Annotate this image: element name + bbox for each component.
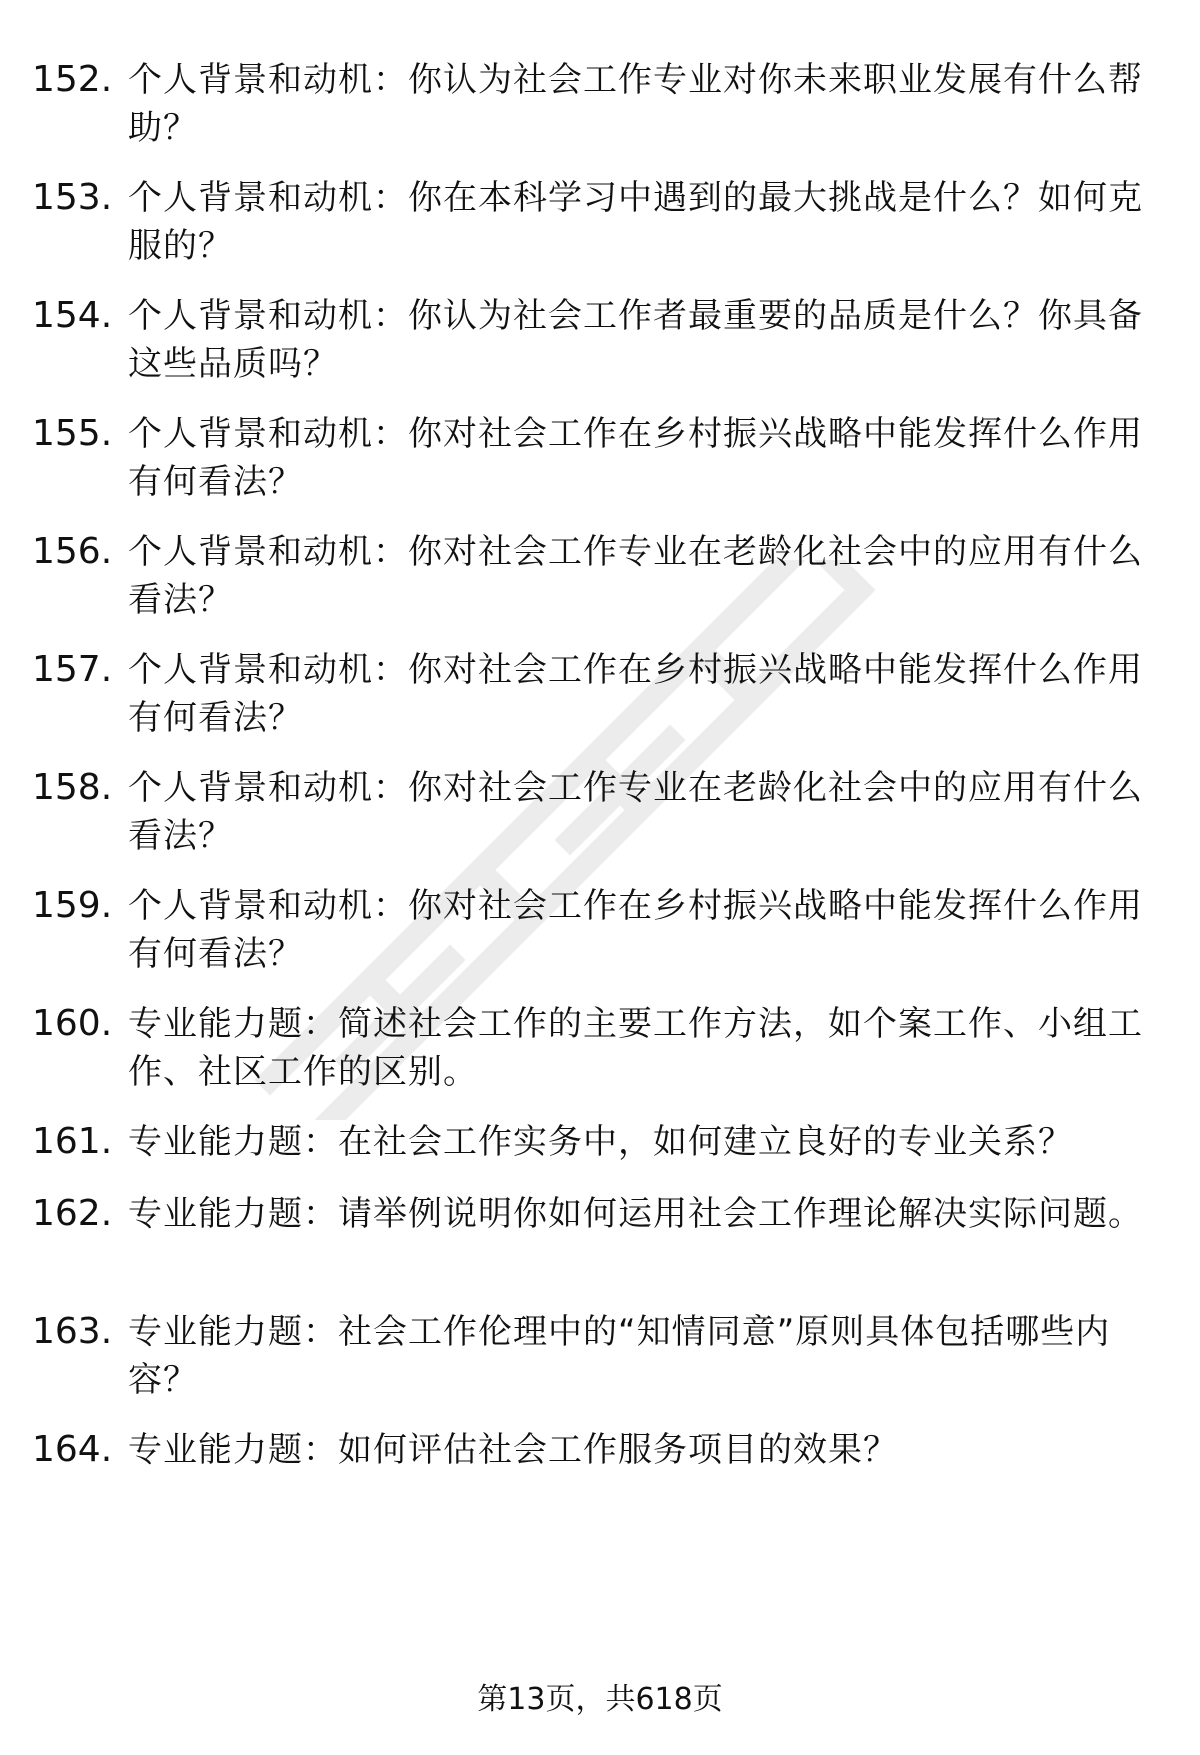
question-text: 个人背景和动机：你对社会工作在乡村振兴战略中能发挥什么作用有何看法？ <box>128 414 1143 502</box>
question-item <box>32 882 1182 978</box>
question-number: 158. <box>32 767 113 808</box>
question-number: 154. <box>32 295 113 336</box>
question-number: 161. <box>32 1121 113 1162</box>
question-number: 155. <box>32 413 113 454</box>
question-text: 个人背景和动机：你对社会工作在乡村振兴战略中能发挥什么作用有何看法？ <box>128 886 1143 974</box>
question-item <box>32 292 1182 388</box>
question-item <box>32 528 1182 624</box>
question-text: 个人背景和动机：你认为社会工作专业对你未来职业发展有什么帮助？ <box>128 60 1143 148</box>
question-number: 160. <box>32 1003 113 1044</box>
question-item <box>32 174 1182 270</box>
question-item <box>32 764 1182 860</box>
question-item <box>32 56 1182 152</box>
question-text: 专业能力题：简述社会工作的主要工作方法，如个案工作、小组工作、社区工作的区别。 <box>128 1004 1143 1092</box>
question-number: 153. <box>32 177 113 218</box>
question-text: 专业能力题：请举例说明你如何运用社会工作理论解决实际问题。 <box>128 1194 1143 1234</box>
question-number: 162. <box>32 1193 113 1234</box>
question-item <box>32 1190 1182 1238</box>
question-text: 个人背景和动机：你对社会工作在乡村振兴战略中能发挥什么作用有何看法？ <box>128 650 1143 738</box>
page-footer <box>0 1680 1200 1720</box>
question-number: 164. <box>32 1429 113 1470</box>
question-text: 个人背景和动机：你在本科学习中遇到的最大挑战是什么？如何克服的？ <box>128 178 1143 266</box>
question-item <box>32 1118 1182 1166</box>
question-text: 个人背景和动机：你认为社会工作者最重要的品质是什么？你具备这些品质吗？ <box>128 296 1143 384</box>
question-item <box>32 1308 1182 1404</box>
question-text: 个人背景和动机：你对社会工作专业在老龄化社会中的应用有什么看法？ <box>128 532 1143 620</box>
question-text: 专业能力题：如何评估社会工作服务项目的效果？ <box>128 1430 898 1470</box>
question-number: 159. <box>32 885 113 926</box>
page-number-label: 第13页，共618页 <box>477 1682 723 1717</box>
question-item <box>32 1426 1182 1474</box>
question-text: 专业能力题：社会工作伦理中的“知情同意”原则具体包括哪些内容？ <box>128 1312 1111 1400</box>
question-number: 152. <box>32 59 113 100</box>
question-number: 163. <box>32 1311 113 1352</box>
question-item <box>32 646 1182 742</box>
question-number: 156. <box>32 531 113 572</box>
question-item <box>32 410 1182 506</box>
question-number: 157. <box>32 649 113 690</box>
question-text: 专业能力题：在社会工作实务中，如何建立良好的专业关系？ <box>128 1122 1073 1162</box>
question-text: 个人背景和动机：你对社会工作专业在老龄化社会中的应用有什么看法？ <box>128 768 1143 856</box>
question-item <box>32 1000 1182 1096</box>
